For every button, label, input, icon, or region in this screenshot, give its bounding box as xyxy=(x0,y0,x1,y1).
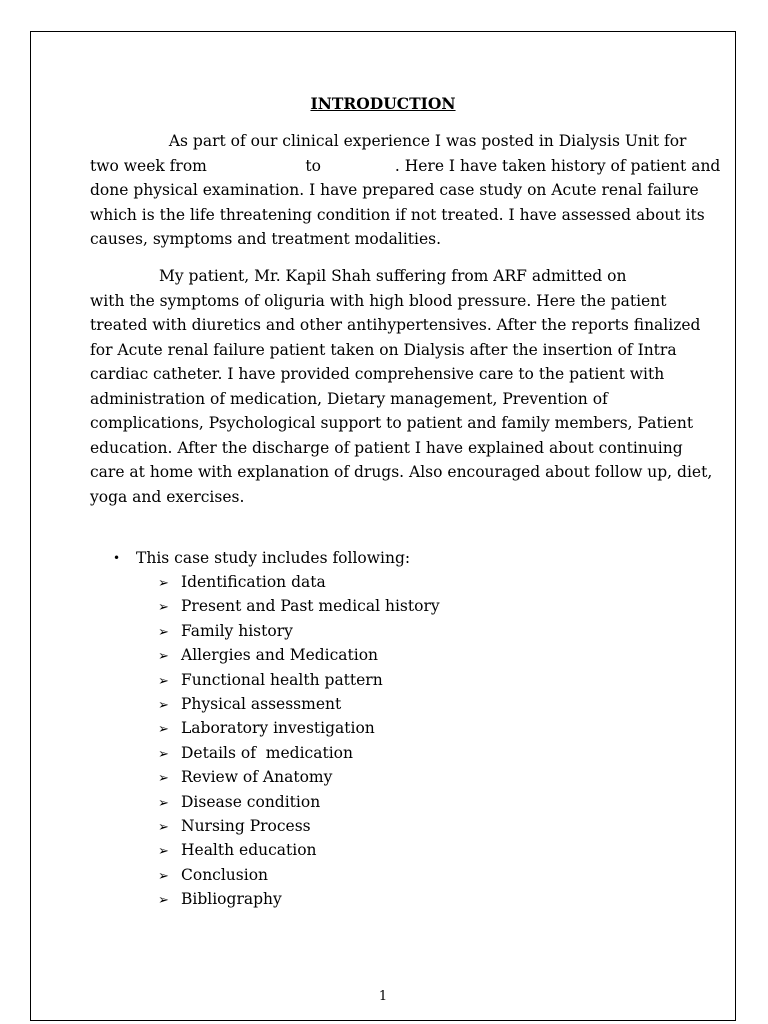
paragraph-line: for Acute renal failure patient taken on Dialysis after the insertion of Intra xyxy=(90,340,677,359)
case-study-contents-list xyxy=(158,570,440,911)
list-item-text: Disease condition xyxy=(181,792,321,811)
paragraph-line: care at home with explanation of drugs. Also encouraged about follow up, diet, xyxy=(90,463,713,481)
paragraph-line: As part of our clinical experience I was posted in Dialysis Unit for xyxy=(90,132,687,150)
arrow-bullet-icon: ➢ xyxy=(158,868,169,884)
paragraph-line: My patient, Mr. Kapil Shah suffering from ARF admitted on xyxy=(90,267,627,285)
document-page xyxy=(30,31,736,1021)
list-item xyxy=(158,887,440,911)
paragraph-line: cardiac catheter. I have provided comprehensive care to the patient with xyxy=(90,365,665,383)
list-item xyxy=(158,863,440,887)
list-item-text: Conclusion xyxy=(181,865,269,884)
list-item xyxy=(158,619,440,643)
paragraph-line: complications, Psychological support to patient and family members, Patient xyxy=(90,414,694,432)
arrow-bullet-icon: ➢ xyxy=(158,893,169,909)
list-item xyxy=(158,814,440,838)
paragraph-line: which is the life threatening condition if not treated. I have assessed about its xyxy=(90,205,705,224)
list-item-text: Functional health pattern xyxy=(181,670,383,689)
arrow-bullet-icon: ➢ xyxy=(158,819,169,835)
list-item-text: Details of medication xyxy=(181,743,353,762)
list-item xyxy=(158,594,440,618)
list-item-text: Bibliography xyxy=(181,890,282,909)
arrow-bullet-icon: ➢ xyxy=(158,771,169,787)
bullet-icon: • xyxy=(113,551,121,565)
page-number: 1 xyxy=(378,989,388,1004)
list-item xyxy=(158,692,440,716)
intro-paragraph-1 xyxy=(90,129,721,252)
page-title: INTRODUCTION xyxy=(310,94,456,113)
arrow-bullet-icon: ➢ xyxy=(158,844,169,860)
paragraph-line: education. After the discharge of patient I have explained about continuing xyxy=(90,438,683,457)
list-item-text: Allergies and Medication xyxy=(181,646,379,665)
arrow-bullet-icon: ➢ xyxy=(158,649,169,665)
arrow-bullet-icon: ➢ xyxy=(158,722,169,738)
bullet-text: This case study includes following: xyxy=(136,549,411,567)
arrow-bullet-icon: ➢ xyxy=(158,697,169,713)
list-item-text: Nursing Process xyxy=(181,816,311,835)
arrow-bullet-icon: ➢ xyxy=(158,600,169,616)
list-item-text: Laboratory investigation xyxy=(181,719,375,738)
paragraph-line: treated with diuretics and other antihypertensives. After the reports finalized xyxy=(90,316,701,334)
list-item xyxy=(158,741,440,765)
paragraph-line: two week from to . Here I have taken history of patient and xyxy=(90,156,721,175)
arrow-bullet-icon: ➢ xyxy=(158,673,169,689)
list-item xyxy=(158,570,440,594)
list-item xyxy=(158,838,440,862)
arrow-bullet-icon: ➢ xyxy=(158,795,169,811)
paragraph-line: administration of medication, Dietary management, Prevention of xyxy=(90,389,608,408)
list-item-text: Family history xyxy=(181,621,293,640)
list-item-text: Physical assessment xyxy=(181,694,342,713)
arrow-bullet-icon: ➢ xyxy=(158,746,169,762)
intro-paragraph-2 xyxy=(90,264,713,509)
paragraph-line: yoga and exercises. xyxy=(90,487,245,506)
arrow-bullet-icon: ➢ xyxy=(158,624,169,640)
list-item-text: Review of Anatomy xyxy=(181,768,333,787)
list-item xyxy=(158,668,440,692)
arrow-bullet-icon: ➢ xyxy=(158,576,169,591)
list-item xyxy=(158,765,440,789)
list-item-text: Identification data xyxy=(181,573,326,591)
paragraph-line: with the symptoms of oliguria with high blood pressure. Here the patient xyxy=(90,291,667,310)
case-study-bullet xyxy=(113,546,410,571)
list-item xyxy=(158,643,440,667)
list-item-text: Present and Past medical history xyxy=(181,597,440,616)
paragraph-line: causes, symptoms and treatment modalities. xyxy=(90,230,442,248)
list-item xyxy=(158,790,440,814)
list-item-text: Health education xyxy=(181,841,317,860)
list-item xyxy=(158,716,440,740)
paragraph-line: done physical examination. I have prepared case study on Acute renal failure xyxy=(90,181,699,199)
